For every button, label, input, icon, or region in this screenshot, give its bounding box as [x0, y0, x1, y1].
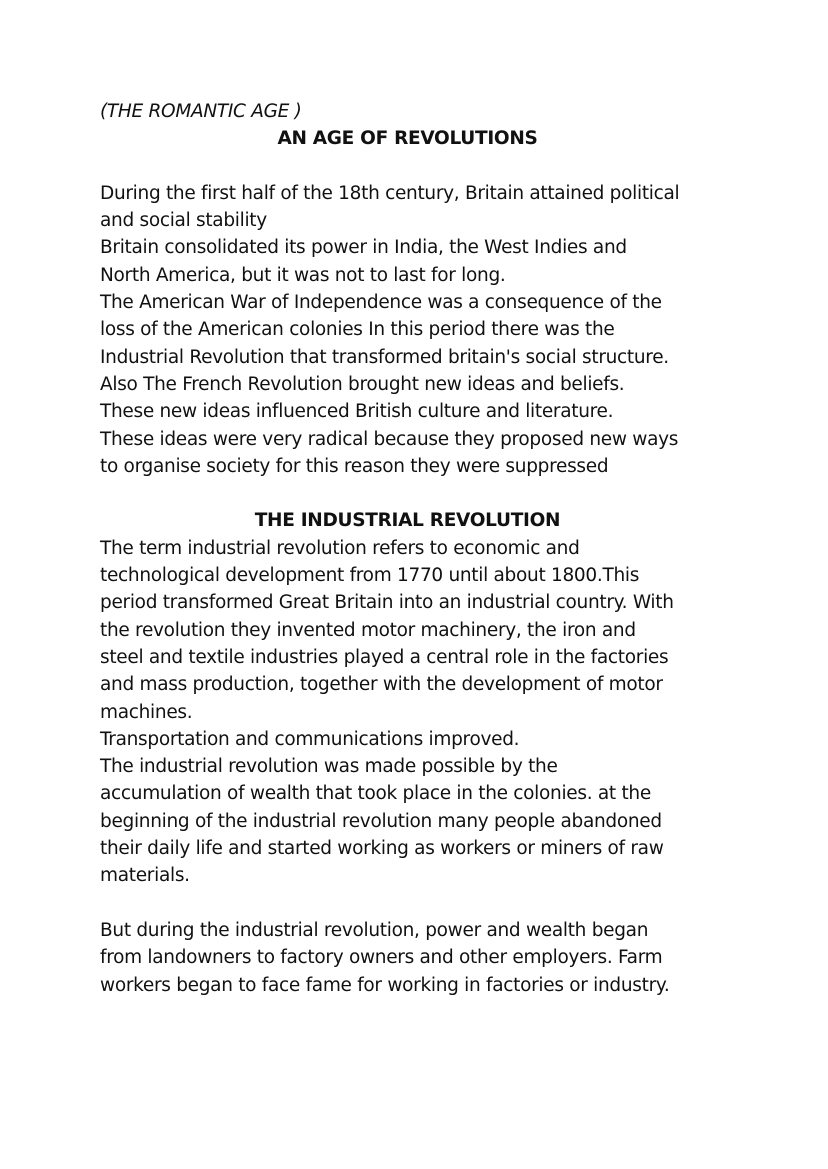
spacer — [100, 153, 740, 180]
text-line: their daily life and started working as workers or miners of raw — [100, 838, 664, 860]
document-subtitle: (THE ROMANTIC AGE ) — [100, 101, 302, 122]
text-line: machines. — [100, 701, 193, 723]
document-page — [100, 98, 740, 999]
text-line: steel and textile industries played a central role in the factories — [100, 646, 669, 668]
section-heading-industrial: THE INDUSTRIAL REVOLUTION — [254, 510, 561, 532]
text-line: Transportation and communications improved. — [100, 728, 520, 750]
text-line: and mass production, together with the development of motor — [100, 674, 663, 696]
text-line: beginning of the industrial revolution many people abandoned — [100, 810, 662, 832]
text-line: These ideas were very radical because they proposed new ways — [100, 428, 679, 450]
text-line: loss of the American colonies In this period there was the — [100, 319, 615, 341]
text-line: The industrial revolution was made possible by the — [100, 756, 558, 778]
spacer — [100, 480, 740, 507]
text-line: the revolution they invented motor machinery, the iron and — [100, 619, 636, 641]
section-heading-revolutions: AN AGE OF REVOLUTIONS — [277, 128, 538, 150]
text-line: period transformed Great Britain into an industrial country. With — [100, 592, 674, 614]
text-line: The term industrial revolution refers to economic and — [100, 537, 580, 559]
text-line: Britain consolidated its power in India, the West Indies and — [100, 237, 627, 259]
paragraph-closing — [100, 917, 740, 999]
text-line: from landowners to factory owners and other employers. Farm — [100, 947, 663, 969]
paragraph-industrial — [100, 535, 740, 890]
text-line: Industrial Revolution that transformed britain's social structure. — [100, 346, 669, 368]
text-line: Also The French Revolution brought new ideas and beliefs. — [100, 373, 625, 395]
text-line: materials. — [100, 865, 190, 887]
text-line: technological development from 1770 until about 1800.This — [100, 565, 640, 587]
text-line: These new ideas influenced British culture and literature. — [100, 401, 614, 423]
text-line: The American War of Independence was a consequence of the — [100, 292, 662, 314]
spacer — [100, 890, 740, 917]
text-line: But during the industrial revolution, power and wealth began — [100, 919, 649, 941]
text-line: workers began to face fame for working in factories or industry. — [100, 974, 670, 996]
text-line: North America, but it was not to last for long. — [100, 264, 506, 286]
paragraph-revolutions — [100, 180, 740, 480]
text-line: and social stability — [100, 210, 267, 232]
text-line: to organise society for this reason they were suppressed — [100, 455, 609, 477]
text-line: During the first half of the 18th century, Britain attained political — [100, 182, 680, 204]
text-line: accumulation of wealth that took place in the colonies. at the — [100, 783, 651, 805]
